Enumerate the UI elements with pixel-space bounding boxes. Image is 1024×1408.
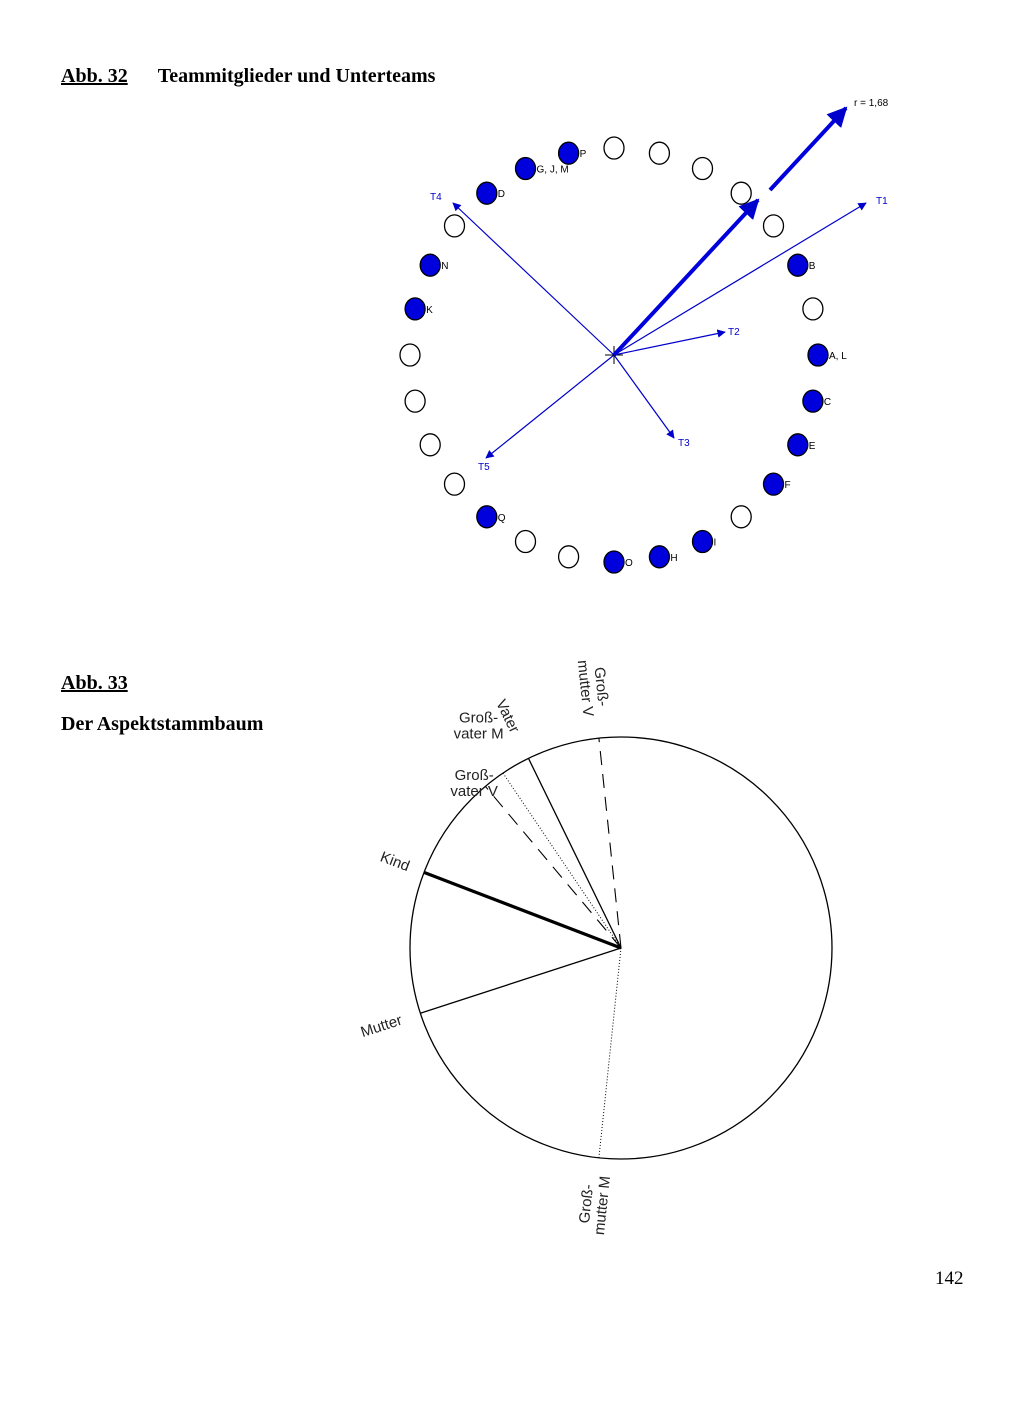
member-point-label: E — [808, 440, 816, 452]
member-point-empty — [693, 158, 713, 180]
pie-segment-label-line: mutter M — [590, 1175, 615, 1236]
figure32-title: Teammitglieder und Unterteams — [157, 65, 436, 87]
member-point-filled — [788, 434, 808, 456]
pie-segment-label-line: Mutter — [358, 1011, 405, 1042]
figure32-caption — [61, 64, 435, 88]
member-point-label: H — [670, 552, 678, 564]
member-point-label: K — [426, 304, 433, 316]
member-point-filled — [649, 546, 669, 568]
subteam-vector-label: T4 — [430, 192, 442, 203]
subteam-vector — [614, 203, 866, 355]
subteam-vectors — [430, 192, 888, 473]
member-point-label: P — [579, 149, 587, 161]
member-point-filled — [803, 390, 823, 412]
member-point-filled — [559, 142, 579, 164]
subteam-vector-label: T3 — [678, 438, 690, 449]
pie-segment-label — [359, 1012, 405, 1041]
pie-segment-label-line: vater M — [453, 725, 504, 743]
pie-segment-label-line: vater V — [450, 783, 498, 801]
member-point-label: Q — [497, 512, 506, 524]
pie-segment-label-line: Vater — [492, 696, 523, 736]
aspect-family-tree-chart — [320, 640, 880, 1280]
member-point-empty — [516, 531, 536, 553]
member-point-filled — [405, 298, 425, 320]
resultant-vector-extension — [770, 108, 846, 190]
member-point-label: F — [784, 480, 791, 492]
pie-segment-label-line: Groß- — [590, 666, 612, 707]
member-point-filled — [516, 158, 536, 180]
radius-label: r = 1,68 — [854, 98, 889, 109]
pie-segment-label — [454, 710, 504, 743]
pie-segment-label-line: Groß- — [459, 709, 499, 727]
member-point-empty — [445, 473, 465, 495]
member-point-filled — [477, 506, 497, 528]
pie-segment-label — [574, 658, 613, 718]
member-point-empty — [764, 215, 784, 237]
member-point-empty — [649, 142, 669, 164]
member-point-label: G, J, M — [536, 164, 569, 176]
member-point-empty — [420, 434, 440, 456]
pie-segment-label-line: mutter V — [573, 659, 597, 718]
member-point-label: B — [808, 261, 816, 273]
figure33-number-block — [61, 671, 128, 695]
member-point-filled — [788, 254, 808, 276]
pie-segment-label — [575, 1173, 614, 1235]
member-point-label: D — [497, 189, 506, 201]
member-point-empty — [731, 182, 751, 204]
page-number: 142 — [935, 1268, 964, 1289]
member-point-label: O — [625, 558, 633, 569]
subteam-vector-label: T5 — [478, 462, 490, 473]
member-point-empty — [405, 390, 425, 412]
subteam-vector — [486, 355, 614, 458]
member-point-filled — [808, 344, 828, 366]
pie-segment-label-line: Groß- — [454, 767, 494, 785]
subteam-vector — [453, 203, 614, 355]
pie-segment-label-line: Kind — [377, 848, 412, 876]
member-point-filled — [764, 473, 784, 495]
member-point-filled — [420, 254, 440, 276]
member-point-label: A, L — [829, 351, 847, 362]
subteam-vector-label: T1 — [876, 196, 888, 207]
member-points — [400, 137, 847, 573]
pie-segment-label-line: Groß- — [576, 1183, 598, 1225]
member-point-empty — [604, 137, 624, 159]
member-point-empty — [803, 298, 823, 320]
member-point-label: C — [823, 397, 832, 409]
subteam-vector-label: T2 — [728, 327, 740, 338]
member-point-empty — [559, 546, 579, 568]
member-point-filled — [477, 182, 497, 204]
member-point-label: I — [713, 537, 717, 549]
member-point-filled — [604, 551, 624, 573]
pie-segment-label — [378, 848, 412, 875]
member-point-empty — [731, 506, 751, 528]
subteam-vector — [614, 355, 674, 438]
figure32-number: Abb. 32 — [61, 65, 128, 87]
team-circle-diagram — [380, 90, 940, 610]
figure33-number: Abb. 33 — [61, 672, 128, 694]
member-point-filled — [693, 531, 713, 553]
member-point-label: N — [441, 261, 449, 273]
pie-segment-label — [450, 767, 498, 800]
figure33-title: Der Aspektstammbaum — [61, 713, 264, 735]
member-point-empty — [445, 215, 465, 237]
member-point-empty — [400, 344, 420, 366]
